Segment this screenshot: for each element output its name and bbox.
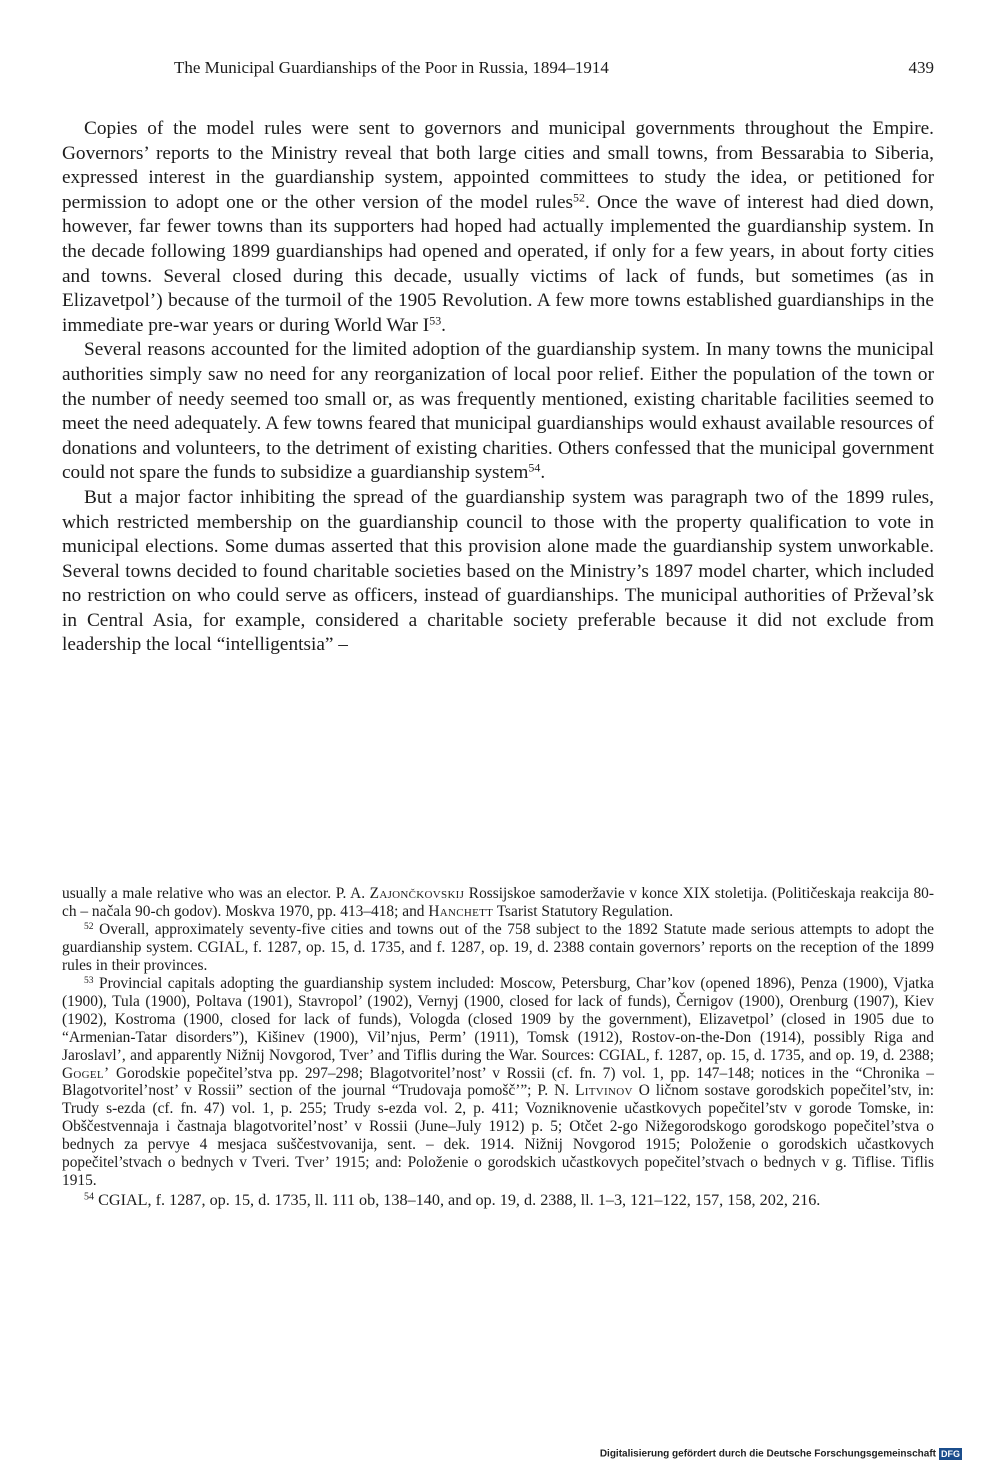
text-run: Copies of the model rules were sent to governors and municipal governments throughout the Empire. Governors’ reports to the Ministry reveal that both large cities and small towns, from Bessarabia to Siberia, expressed interest in the guardianship system, appointed committees to study the idea, or petitioned for permission to adopt one or the other version of the model rules [62,118,934,213]
footnote-number: 53 [84,974,94,986]
footnote-number: 52 [84,920,94,932]
text-run: Provincial capitals adopting the guardianship system included: Moscow, Petersburg, Char’kov (opened 1896), Penza (1900), Vjatka (1900), Tula (1900), Poltava (1901), Stavropol’ (1902), Vernyj (1900, closed for lack of funds), Černigov (1900), Orenburg (1907), Kiev (1902), Kostroma (1900, closed for lack of funds), Vologda (closed 1909 by the government), Elizavetpol’ (closed in 1905 due to “Armenian-Tatar disorders”), Kišinev (1900), Vil’njus, Perm’ (1911), Tomsk (1912), Rostov-on-the-Don (1914), possibly Riga and Jaroslavl’, and apparently Nižnij Novgorod, Tver’ and Tiflis during the War. Sources: CGIAL, f. 1287, op. 15, d. 1735, and op. 19, d. 2388; [62,974,934,1064]
footnote-53 [62,975,934,1190]
author-name: Hanchett [428,902,494,920]
author-name: Zajončkovskij [369,885,465,902]
text-run: Gorodskie popečitel’stva pp. 297–298; Blagotvoritel’nost’ v Rossii (cf. fn. 7) vol. 1, pp. 147–148; notices in the “Chronika – Blagotvoritel’nost’ v Rossii” section of the journal “Trudovaja pomošč’”; P. N. [62,1064,934,1100]
footnote-ref: 52 [573,190,585,205]
running-header [62,58,934,82]
text-run: . Once the wave of interest had died down, however, far fewer towns than its supporters had hoped had actually implemented the guardianship system. In the decade following 1899 guardianships had opened and operated, if only for a few years, in about forty cities and towns. Several closed during this decade, usually victims of lack of funds, but sometimes (as in Elizavetpol’) because of the turmoil of the 1905 Revolution. A few more towns established guardianships in the immediate pre-war years or during World War I [62,191,934,336]
footnote-52 [62,921,934,975]
text-run: Tsarist Statutory Regulation. [493,902,674,920]
page-number: 439 [908,58,934,77]
paragraph-3: But a major factor inhibiting the spread of the guardianship system was paragraph two of the 1899 rules, which restricted membership on the guardianship council to those with the property qualification to vote in municipal elections. Some dumas asserted that this provision alone made the guardianship system unworkable. Several towns decided to found charitable societies based on the Ministry’s 1897 model charter, which included no restriction on who could serve as officers, instead of guardianships. The municipal authorities of Prževal’sk in Central Asia, for example, considered a charitable society preferable because it did not exclude from leadership the local “intelligentsia” – [62,486,934,656]
running-title: The Municipal Guardianships of the Poor in Russia, 1894–1914 [174,58,609,77]
footnote-ref: 54 [528,460,541,475]
paragraph-2 [62,338,934,486]
sponsor-footer [600,1448,962,1462]
text-run: Several reasons accounted for the limited adoption of the guardianship system. In many towns the municipal authorities simply saw no need for any reorganization of local poor relief. Either the population of the town or the number of needy seemed too small or, as was frequently mentioned, existing charitable facilities seemed to meet the need adequately. A few towns feared that municipal guardianships would exhaust available resources of donations and volunteers, to the detriment of existing charities. Others confessed that the municipal government could not spare the funds to subsidize a guardianship system [62,339,934,484]
footnote-continuation [62,885,934,921]
text-run: . [441,314,446,336]
dfg-logo-icon: DFG [941,1449,960,1459]
footnote-number: 54 [84,1191,95,1203]
body-text [62,117,934,658]
footnotes [62,885,934,1210]
text-run: CGIAL, f. 1287, op. 15, d. 1735, ll. 111 ob, 138–140, and op. 19, d. 2388, ll. 1–3, 121–122, 157, 158, 202, 216. [94,1191,821,1210]
text-run: . [540,462,546,484]
footnote-54 [62,1190,934,1210]
author-name: Litvinov [575,1082,633,1100]
sponsor-text: Digitalisierung gefördert durch die Deutsche Forschungsgemeinschaft [599,1448,936,1460]
text-run: Overall, approximately seventy-five cities and towns out of the 758 subject to the 1892 Statute made serious attempts to adopt the guardianship system. CGIAL, f. 1287, op. 15, d. 1735, and f. 1287, op. 19, d. 2388 contain governors’ reports on the reception of the 1899 rules in their provinces. [62,920,934,974]
text-run: O ličnom sostave gorodskich popečitel’stv, in: Trudy s-ezda (cf. fn. 47) vol. 1, p. 255; Trudy s-ezda vol. 2, p. 411; Vozniknovenie učastkovych popečitel’stv v gorode Tomske, in: Obščestvennaja i častnaja blagotvoritel’nost’ v Rossii (June–July 1912) p. 5; Otčet 2-go Nižegorodskogo gorodskogo popečitel’stva o bednych za pervye 4 mesjaca suščestvovanija, sent. – dek. 1914. Nižnij Novgorod 1915; Položenie o gorodskich učastkovych popečitel’stvach o bednych v Tveri. Tver’ 1915; and: Položenie o gorodskich učastkovych popečitel’stvach o bednych v g. Tiflise. Tiflis 1915. [62,1082,934,1190]
author-name: Gogel’ [62,1064,110,1082]
footnote-ref: 53 [429,313,442,328]
text-run: Rossijskoe samoderžavie v konce XIX stoletija. (Političeskaja reakcija 80-ch – načala 90-ch godov). Moskva 1970, pp. 413–418; and [62,885,934,920]
paragraph-1 [62,117,934,338]
text-run: usually a male relative who was an elector. P. A. [62,885,370,902]
